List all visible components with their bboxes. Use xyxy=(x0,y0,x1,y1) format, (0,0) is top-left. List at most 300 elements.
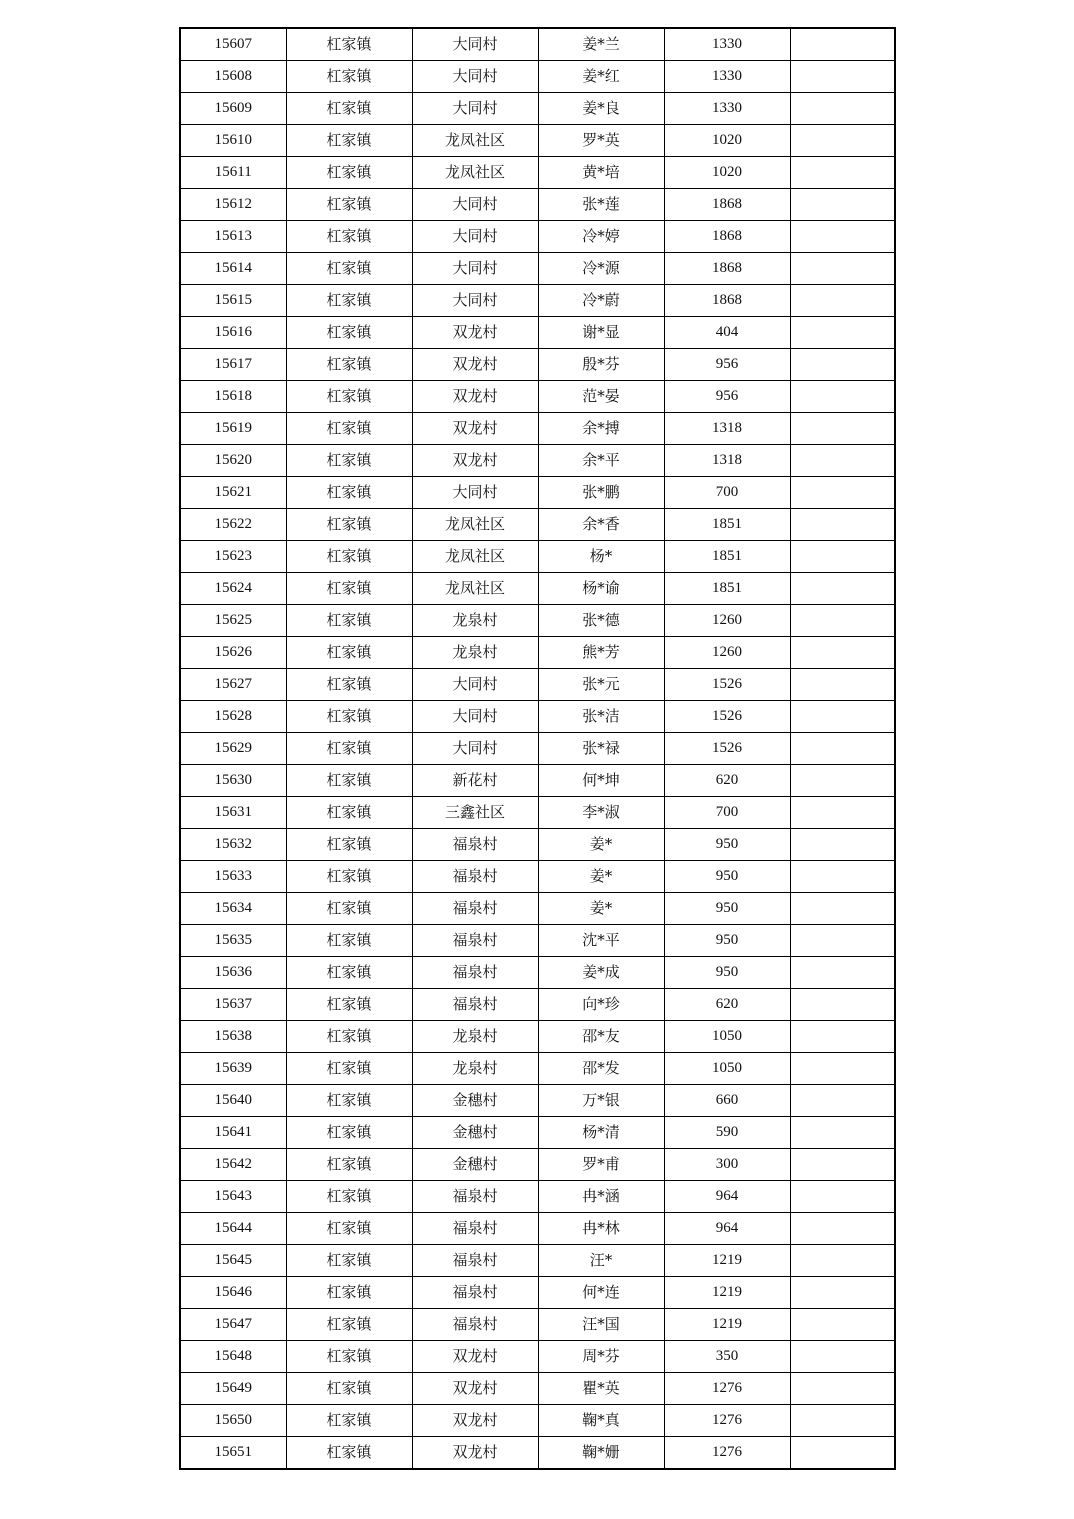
table-row xyxy=(180,477,895,509)
name-cell: 杨*谕 xyxy=(538,573,664,605)
town-cell: 杠家镇 xyxy=(286,1373,412,1405)
village-cell: 龙泉村 xyxy=(412,1021,538,1053)
name-cell: 罗*甫 xyxy=(538,1149,664,1181)
town-cell: 杠家镇 xyxy=(286,157,412,189)
amount-cell: 1260 xyxy=(664,605,790,637)
amount-cell: 1276 xyxy=(664,1437,790,1470)
serial-cell: 15613 xyxy=(180,221,286,253)
town-cell: 杠家镇 xyxy=(286,413,412,445)
amount-cell: 350 xyxy=(664,1341,790,1373)
remark-cell xyxy=(790,477,895,509)
name-cell: 姜*良 xyxy=(538,93,664,125)
remark-cell xyxy=(790,445,895,477)
table-row xyxy=(180,1341,895,1373)
town-cell: 杠家镇 xyxy=(286,1149,412,1181)
name-cell: 余*搏 xyxy=(538,413,664,445)
village-cell: 大同村 xyxy=(412,477,538,509)
remark-cell xyxy=(790,1053,895,1085)
remark-cell xyxy=(790,381,895,413)
table-row xyxy=(180,221,895,253)
town-cell: 杠家镇 xyxy=(286,637,412,669)
remark-cell xyxy=(790,573,895,605)
name-cell: 范*晏 xyxy=(538,381,664,413)
amount-cell: 1219 xyxy=(664,1309,790,1341)
village-cell: 龙凤社区 xyxy=(412,573,538,605)
serial-cell: 15645 xyxy=(180,1245,286,1277)
village-cell: 双龙村 xyxy=(412,1373,538,1405)
amount-cell: 1260 xyxy=(664,637,790,669)
town-cell: 杠家镇 xyxy=(286,733,412,765)
remark-cell xyxy=(790,1405,895,1437)
name-cell: 冉*涵 xyxy=(538,1181,664,1213)
town-cell: 杠家镇 xyxy=(286,221,412,253)
amount-cell: 1851 xyxy=(664,541,790,573)
table-row xyxy=(180,1053,895,1085)
town-cell: 杠家镇 xyxy=(286,1341,412,1373)
remark-cell xyxy=(790,1341,895,1373)
town-cell: 杠家镇 xyxy=(286,861,412,893)
village-cell: 双龙村 xyxy=(412,349,538,381)
table-row xyxy=(180,541,895,573)
amount-cell: 1276 xyxy=(664,1373,790,1405)
serial-cell: 15624 xyxy=(180,573,286,605)
remark-cell xyxy=(790,349,895,381)
amount-cell: 1318 xyxy=(664,413,790,445)
town-cell: 杠家镇 xyxy=(286,28,412,61)
village-cell: 龙凤社区 xyxy=(412,157,538,189)
table-row xyxy=(180,285,895,317)
table-row xyxy=(180,1245,895,1277)
name-cell: 姜*红 xyxy=(538,61,664,93)
amount-cell: 950 xyxy=(664,957,790,989)
village-cell: 新花村 xyxy=(412,765,538,797)
town-cell: 杠家镇 xyxy=(286,989,412,1021)
name-cell: 殷*芬 xyxy=(538,349,664,381)
serial-cell: 15630 xyxy=(180,765,286,797)
serial-cell: 15638 xyxy=(180,1021,286,1053)
town-cell: 杠家镇 xyxy=(286,573,412,605)
table-row xyxy=(180,1181,895,1213)
town-cell: 杠家镇 xyxy=(286,509,412,541)
name-cell: 张*洁 xyxy=(538,701,664,733)
table-row xyxy=(180,605,895,637)
name-cell: 冷*蔚 xyxy=(538,285,664,317)
name-cell: 向*珍 xyxy=(538,989,664,1021)
serial-cell: 15616 xyxy=(180,317,286,349)
village-cell: 金穗村 xyxy=(412,1149,538,1181)
town-cell: 杠家镇 xyxy=(286,317,412,349)
village-cell: 双龙村 xyxy=(412,1437,538,1470)
remark-cell xyxy=(790,1245,895,1277)
serial-cell: 15633 xyxy=(180,861,286,893)
amount-cell: 1526 xyxy=(664,701,790,733)
village-cell: 龙凤社区 xyxy=(412,541,538,573)
town-cell: 杠家镇 xyxy=(286,541,412,573)
village-cell: 大同村 xyxy=(412,28,538,61)
table-row xyxy=(180,861,895,893)
name-cell: 姜* xyxy=(538,829,664,861)
remark-cell xyxy=(790,861,895,893)
remark-cell xyxy=(790,1085,895,1117)
village-cell: 福泉村 xyxy=(412,925,538,957)
name-cell: 熊*芳 xyxy=(538,637,664,669)
remark-cell xyxy=(790,1309,895,1341)
remark-cell xyxy=(790,1117,895,1149)
table-row xyxy=(180,733,895,765)
amount-cell: 1020 xyxy=(664,157,790,189)
village-cell: 龙泉村 xyxy=(412,1053,538,1085)
village-cell: 福泉村 xyxy=(412,1213,538,1245)
remark-cell xyxy=(790,797,895,829)
name-cell: 何*连 xyxy=(538,1277,664,1309)
town-cell: 杠家镇 xyxy=(286,829,412,861)
village-cell: 龙凤社区 xyxy=(412,509,538,541)
name-cell: 冉*林 xyxy=(538,1213,664,1245)
table-row xyxy=(180,349,895,381)
village-cell: 双龙村 xyxy=(412,413,538,445)
remark-cell xyxy=(790,1149,895,1181)
amount-cell: 1219 xyxy=(664,1277,790,1309)
serial-cell: 15642 xyxy=(180,1149,286,1181)
town-cell: 杠家镇 xyxy=(286,1437,412,1470)
village-cell: 福泉村 xyxy=(412,893,538,925)
village-cell: 大同村 xyxy=(412,733,538,765)
table-row xyxy=(180,317,895,349)
table-row xyxy=(180,157,895,189)
town-cell: 杠家镇 xyxy=(286,125,412,157)
name-cell: 瞿*英 xyxy=(538,1373,664,1405)
serial-cell: 15634 xyxy=(180,893,286,925)
name-cell: 姜* xyxy=(538,893,664,925)
town-cell: 杠家镇 xyxy=(286,957,412,989)
village-cell: 大同村 xyxy=(412,189,538,221)
remark-cell xyxy=(790,925,895,957)
serial-cell: 15612 xyxy=(180,189,286,221)
amount-cell: 950 xyxy=(664,861,790,893)
amount-cell: 1851 xyxy=(664,573,790,605)
village-cell: 福泉村 xyxy=(412,829,538,861)
village-cell: 双龙村 xyxy=(412,445,538,477)
amount-cell: 1318 xyxy=(664,445,790,477)
table-row xyxy=(180,573,895,605)
village-cell: 福泉村 xyxy=(412,957,538,989)
amount-cell: 700 xyxy=(664,477,790,509)
amount-cell: 964 xyxy=(664,1213,790,1245)
remark-cell xyxy=(790,413,895,445)
remark-cell xyxy=(790,221,895,253)
name-cell: 余*平 xyxy=(538,445,664,477)
town-cell: 杠家镇 xyxy=(286,893,412,925)
village-cell: 龙泉村 xyxy=(412,637,538,669)
serial-cell: 15649 xyxy=(180,1373,286,1405)
table-row xyxy=(180,445,895,477)
town-cell: 杠家镇 xyxy=(286,285,412,317)
amount-cell: 1330 xyxy=(664,28,790,61)
name-cell: 汪* xyxy=(538,1245,664,1277)
town-cell: 杠家镇 xyxy=(286,1213,412,1245)
village-cell: 金穗村 xyxy=(412,1117,538,1149)
remark-cell xyxy=(790,125,895,157)
village-cell: 双龙村 xyxy=(412,381,538,413)
village-cell: 双龙村 xyxy=(412,1341,538,1373)
amount-cell: 1276 xyxy=(664,1405,790,1437)
serial-cell: 15617 xyxy=(180,349,286,381)
town-cell: 杠家镇 xyxy=(286,701,412,733)
serial-cell: 15631 xyxy=(180,797,286,829)
name-cell: 罗*英 xyxy=(538,125,664,157)
name-cell: 张*元 xyxy=(538,669,664,701)
village-cell: 大同村 xyxy=(412,285,538,317)
amount-cell: 404 xyxy=(664,317,790,349)
village-cell: 福泉村 xyxy=(412,1309,538,1341)
town-cell: 杠家镇 xyxy=(286,93,412,125)
table-row xyxy=(180,1149,895,1181)
table-row xyxy=(180,637,895,669)
town-cell: 杠家镇 xyxy=(286,1117,412,1149)
town-cell: 杠家镇 xyxy=(286,1277,412,1309)
town-cell: 杠家镇 xyxy=(286,1181,412,1213)
remark-cell xyxy=(790,765,895,797)
table-row xyxy=(180,1021,895,1053)
village-cell: 双龙村 xyxy=(412,1405,538,1437)
remark-cell xyxy=(790,1021,895,1053)
name-cell: 邵*发 xyxy=(538,1053,664,1085)
table-row xyxy=(180,1277,895,1309)
town-cell: 杠家镇 xyxy=(286,477,412,509)
table-row xyxy=(180,381,895,413)
table-row xyxy=(180,669,895,701)
table-row xyxy=(180,797,895,829)
serial-cell: 15610 xyxy=(180,125,286,157)
village-cell: 福泉村 xyxy=(412,861,538,893)
serial-cell: 15618 xyxy=(180,381,286,413)
serial-cell: 15627 xyxy=(180,669,286,701)
village-cell: 福泉村 xyxy=(412,1245,538,1277)
name-cell: 谢*显 xyxy=(538,317,664,349)
remark-cell xyxy=(790,605,895,637)
amount-cell: 950 xyxy=(664,893,790,925)
town-cell: 杠家镇 xyxy=(286,349,412,381)
amount-cell: 1050 xyxy=(664,1021,790,1053)
name-cell: 周*芬 xyxy=(538,1341,664,1373)
name-cell: 鞠*真 xyxy=(538,1405,664,1437)
remark-cell xyxy=(790,1181,895,1213)
village-cell: 大同村 xyxy=(412,61,538,93)
table-row xyxy=(180,509,895,541)
serial-cell: 15625 xyxy=(180,605,286,637)
serial-cell: 15643 xyxy=(180,1181,286,1213)
serial-cell: 15650 xyxy=(180,1405,286,1437)
remark-cell xyxy=(790,1437,895,1470)
table-row xyxy=(180,989,895,1021)
serial-cell: 15626 xyxy=(180,637,286,669)
table-row xyxy=(180,189,895,221)
town-cell: 杠家镇 xyxy=(286,1405,412,1437)
serial-cell: 15615 xyxy=(180,285,286,317)
town-cell: 杠家镇 xyxy=(286,1021,412,1053)
remark-cell xyxy=(790,317,895,349)
table-row xyxy=(180,125,895,157)
serial-cell: 15628 xyxy=(180,701,286,733)
amount-cell: 1050 xyxy=(664,1053,790,1085)
table-row xyxy=(180,1373,895,1405)
serial-cell: 15608 xyxy=(180,61,286,93)
amount-cell: 590 xyxy=(664,1117,790,1149)
serial-cell: 15636 xyxy=(180,957,286,989)
name-cell: 张*禄 xyxy=(538,733,664,765)
remark-cell xyxy=(790,989,895,1021)
name-cell: 张*鹏 xyxy=(538,477,664,509)
serial-cell: 15622 xyxy=(180,509,286,541)
town-cell: 杠家镇 xyxy=(286,253,412,285)
amount-cell: 1868 xyxy=(664,285,790,317)
serial-cell: 15641 xyxy=(180,1117,286,1149)
village-cell: 金穗村 xyxy=(412,1085,538,1117)
table-row xyxy=(180,1405,895,1437)
amount-cell: 1868 xyxy=(664,253,790,285)
table-row xyxy=(180,61,895,93)
serial-cell: 15647 xyxy=(180,1309,286,1341)
serial-cell: 15635 xyxy=(180,925,286,957)
serial-cell: 15621 xyxy=(180,477,286,509)
amount-cell: 964 xyxy=(664,1181,790,1213)
table-row xyxy=(180,765,895,797)
village-cell: 大同村 xyxy=(412,669,538,701)
name-cell: 姜*兰 xyxy=(538,28,664,61)
amount-cell: 956 xyxy=(664,349,790,381)
name-cell: 杨* xyxy=(538,541,664,573)
village-cell: 福泉村 xyxy=(412,1277,538,1309)
remark-cell xyxy=(790,157,895,189)
name-cell: 张*德 xyxy=(538,605,664,637)
name-cell: 黄*培 xyxy=(538,157,664,189)
serial-cell: 15609 xyxy=(180,93,286,125)
amount-cell: 1020 xyxy=(664,125,790,157)
name-cell: 万*银 xyxy=(538,1085,664,1117)
name-cell: 杨*清 xyxy=(538,1117,664,1149)
table-row xyxy=(180,28,895,61)
table-row xyxy=(180,925,895,957)
roster-table xyxy=(179,27,896,1470)
town-cell: 杠家镇 xyxy=(286,669,412,701)
remark-cell xyxy=(790,701,895,733)
amount-cell: 1851 xyxy=(664,509,790,541)
table-row xyxy=(180,413,895,445)
serial-cell: 15629 xyxy=(180,733,286,765)
remark-cell xyxy=(790,253,895,285)
table-row xyxy=(180,253,895,285)
town-cell: 杠家镇 xyxy=(286,61,412,93)
remark-cell xyxy=(790,28,895,61)
serial-cell: 15611 xyxy=(180,157,286,189)
remark-cell xyxy=(790,61,895,93)
remark-cell xyxy=(790,1213,895,1245)
remark-cell xyxy=(790,637,895,669)
village-cell: 龙凤社区 xyxy=(412,125,538,157)
amount-cell: 1868 xyxy=(664,189,790,221)
serial-cell: 15619 xyxy=(180,413,286,445)
remark-cell xyxy=(790,189,895,221)
village-cell: 大同村 xyxy=(412,221,538,253)
town-cell: 杠家镇 xyxy=(286,445,412,477)
name-cell: 鞠*姗 xyxy=(538,1437,664,1470)
remark-cell xyxy=(790,93,895,125)
village-cell: 大同村 xyxy=(412,701,538,733)
table-row xyxy=(180,957,895,989)
amount-cell: 1868 xyxy=(664,221,790,253)
serial-cell: 15620 xyxy=(180,445,286,477)
table-row xyxy=(180,1213,895,1245)
village-cell: 双龙村 xyxy=(412,317,538,349)
serial-cell: 15614 xyxy=(180,253,286,285)
serial-cell: 15651 xyxy=(180,1437,286,1470)
amount-cell: 1526 xyxy=(664,733,790,765)
town-cell: 杠家镇 xyxy=(286,1085,412,1117)
serial-cell: 15640 xyxy=(180,1085,286,1117)
town-cell: 杠家镇 xyxy=(286,1245,412,1277)
remark-cell xyxy=(790,669,895,701)
village-cell: 大同村 xyxy=(412,253,538,285)
remark-cell xyxy=(790,733,895,765)
town-cell: 杠家镇 xyxy=(286,765,412,797)
amount-cell: 660 xyxy=(664,1085,790,1117)
village-cell: 龙泉村 xyxy=(412,605,538,637)
remark-cell xyxy=(790,957,895,989)
name-cell: 汪*国 xyxy=(538,1309,664,1341)
table-row xyxy=(180,701,895,733)
town-cell: 杠家镇 xyxy=(286,381,412,413)
serial-cell: 15623 xyxy=(180,541,286,573)
town-cell: 杠家镇 xyxy=(286,189,412,221)
amount-cell: 1330 xyxy=(664,93,790,125)
town-cell: 杠家镇 xyxy=(286,797,412,829)
amount-cell: 620 xyxy=(664,989,790,1021)
amount-cell: 300 xyxy=(664,1149,790,1181)
serial-cell: 15607 xyxy=(180,28,286,61)
remark-cell xyxy=(790,1373,895,1405)
table-row xyxy=(180,893,895,925)
village-cell: 三鑫社区 xyxy=(412,797,538,829)
remark-cell xyxy=(790,829,895,861)
table-row xyxy=(180,93,895,125)
remark-cell xyxy=(790,1277,895,1309)
name-cell: 冷*源 xyxy=(538,253,664,285)
amount-cell: 956 xyxy=(664,381,790,413)
table-row xyxy=(180,1085,895,1117)
remark-cell xyxy=(790,509,895,541)
serial-cell: 15648 xyxy=(180,1341,286,1373)
amount-cell: 950 xyxy=(664,925,790,957)
name-cell: 姜*成 xyxy=(538,957,664,989)
name-cell: 李*淑 xyxy=(538,797,664,829)
remark-cell xyxy=(790,893,895,925)
amount-cell: 700 xyxy=(664,797,790,829)
table-row xyxy=(180,1117,895,1149)
name-cell: 冷*婷 xyxy=(538,221,664,253)
amount-cell: 1219 xyxy=(664,1245,790,1277)
remark-cell xyxy=(790,541,895,573)
serial-cell: 15639 xyxy=(180,1053,286,1085)
roster-table-body xyxy=(180,28,895,1469)
amount-cell: 620 xyxy=(664,765,790,797)
name-cell: 邵*友 xyxy=(538,1021,664,1053)
name-cell: 张*莲 xyxy=(538,189,664,221)
town-cell: 杠家镇 xyxy=(286,925,412,957)
name-cell: 沈*平 xyxy=(538,925,664,957)
amount-cell: 950 xyxy=(664,829,790,861)
remark-cell xyxy=(790,285,895,317)
amount-cell: 1526 xyxy=(664,669,790,701)
